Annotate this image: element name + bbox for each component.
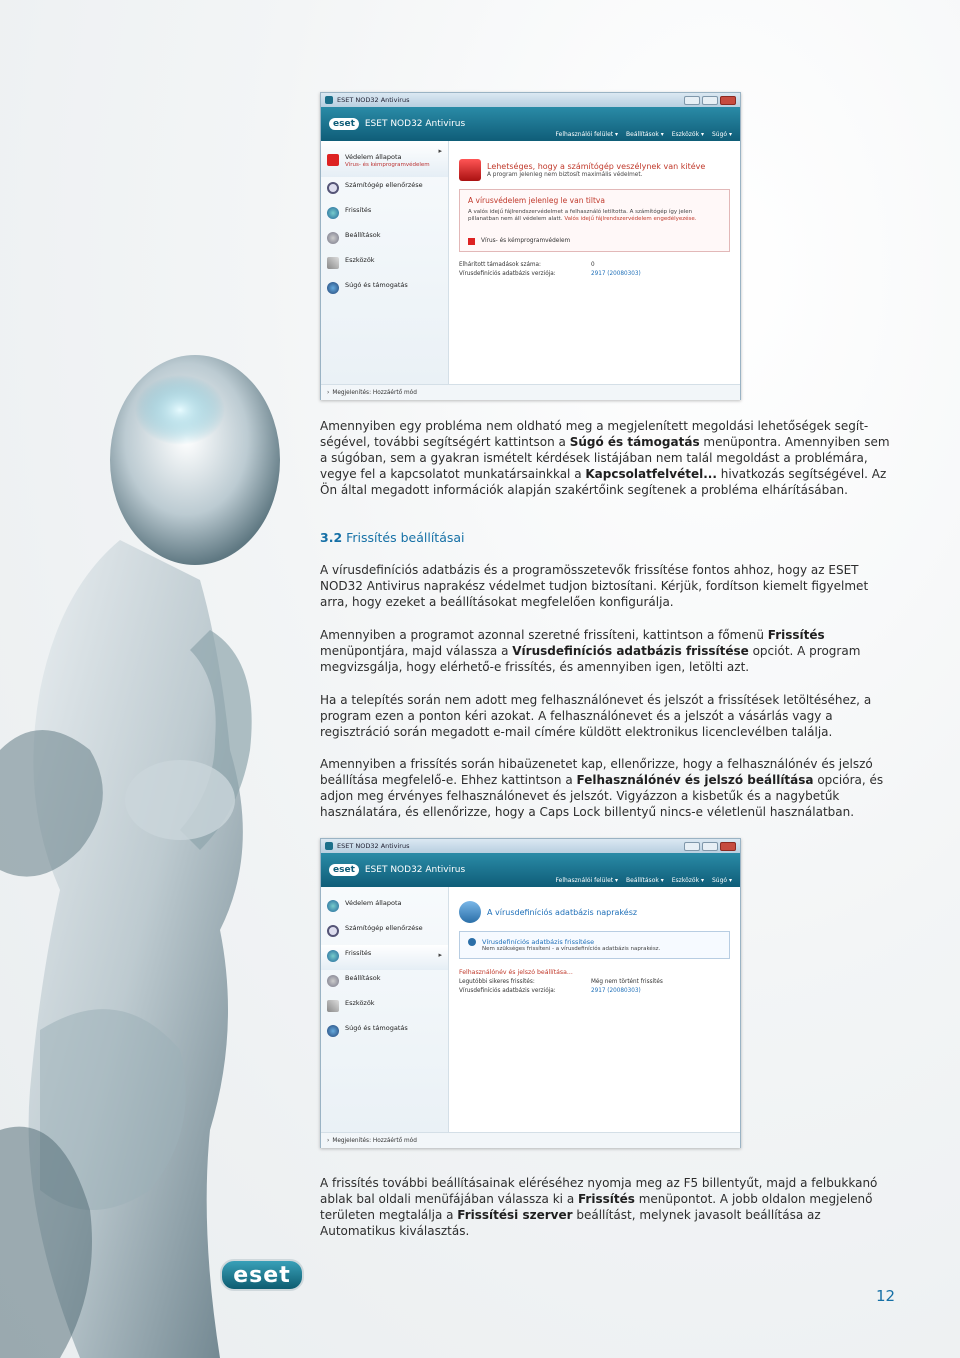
product-name: ESET NOD32 Antivirus — [364, 865, 466, 875]
status-header — [459, 901, 730, 923]
tools-icon — [327, 257, 339, 269]
warning-icon — [327, 154, 339, 166]
update-panel — [459, 931, 730, 959]
sidebar-item-tools[interactable] — [321, 995, 448, 1020]
magnifier-icon — [327, 182, 339, 194]
enable-protection-link[interactable]: Valós idejű fájlrendszervédelem engedélyezése. — [564, 216, 697, 223]
sidebar-item-help[interactable] — [321, 1020, 448, 1045]
window-controls — [684, 96, 736, 105]
main-content — [449, 887, 740, 1132]
window-title: ESET NOD32 Antivirus — [337, 96, 410, 104]
sidebar-item-help[interactable] — [321, 277, 448, 302]
sidebar-item-update[interactable] — [321, 202, 448, 227]
minimize-icon[interactable] — [684, 96, 700, 105]
warning-icon — [468, 238, 475, 245]
maximize-icon[interactable] — [702, 842, 718, 851]
menu-settings[interactable]: Beállítások ▾ — [626, 877, 664, 884]
stats-table — [459, 262, 730, 277]
paragraph-advanced-settings: A frissítés további beállításainak eléréséhez nyomja meg az F5 billentyűt, majd a felbukkanó ablak bal oldali menüfájában válassza ki a Frissítés menüpontot. A jobb oldalon megjelenő területen megtalálja a Frissítési szerver beállítást, melynek javasolt beállítása az Automatikus kiválasztás. — [320, 1176, 878, 1238]
sidebar-item-label: Számítógép ellenőrzése — [345, 924, 423, 932]
magnifier-icon — [327, 925, 339, 937]
robot-illustration — [0, 330, 320, 1358]
update-database-link[interactable]: Vírusdefiníciós adatbázis frissítése — [468, 938, 721, 946]
status-title: Lehetséges, hogy a számítógép veszélynek van kitéve — [487, 162, 706, 171]
sidebar-item-label: Védelem állapota — [345, 899, 402, 907]
eset-logo: eset — [329, 118, 359, 130]
menu-user-interface[interactable]: Felhasználói felület ▾ — [556, 131, 619, 138]
status-header — [459, 159, 730, 181]
sidebar — [321, 887, 449, 1132]
close-icon[interactable] — [720, 96, 736, 105]
status-subtitle: A program jelenleg nem biztosít maximális védelmet. — [487, 172, 643, 178]
sidebar — [321, 141, 449, 384]
paragraph-update-now: Amennyiben a programot azonnal szeretné frissíteni, kattintson a főmenü Frissítés menüpontjára, majd válassza a Vírusdefiníciós adatbázis frissítése opciót. A program megvizsgálja, hogy elérhető-e frissítés, és amennyiben igen, letölti azt. — [320, 628, 861, 674]
tools-icon — [327, 1000, 339, 1012]
sidebar-item-label: Frissítés — [345, 206, 372, 214]
menu-help[interactable]: Súgó ▾ — [712, 877, 732, 884]
window-body — [321, 141, 740, 384]
sidebar-item-label: Védelem állapota — [345, 153, 402, 161]
minimize-icon[interactable] — [684, 842, 700, 851]
window-controls — [684, 842, 736, 851]
screenshot-window-protection-status — [320, 92, 741, 400]
sidebar-item-protection-status[interactable] — [321, 141, 448, 177]
page-number: 12 — [876, 1287, 896, 1305]
table-row: Legutóbbi sikeres frissítés: Még nem történt frissítés — [459, 979, 663, 985]
sidebar-item-sublabel[interactable]: Vírus- és kémprogramvédelem — [345, 162, 430, 168]
set-credentials-link[interactable]: Felhasználónév és jelszó beállítása... — [459, 969, 573, 976]
update-globe-icon — [327, 950, 339, 962]
warning-panel — [459, 189, 730, 252]
help-icon — [327, 1025, 339, 1037]
sidebar-item-settings[interactable] — [321, 227, 448, 252]
window-title: ESET NOD32 Antivirus — [337, 842, 410, 850]
paragraph-error-handling: Amennyiben a frissítés során hibaüzenetet kap, ellenőrizze, hogy a felhasználónév és jelszó beállítása megfelelő-e. Ehhez kattintson a Felhasználónév és jelszó beállítása opcióra, és adjon meg érvényes felhasználónevet és jelszót. Vigyázzon a kisbetűk és a nagybetűk használatára, és ellenőrizze, hogy a Caps Lock billentyű nincs-e véletlenül használatban. — [320, 757, 884, 819]
sidebar-item-protection-status[interactable] — [321, 895, 448, 920]
menu-help[interactable]: Súgó ▾ — [712, 131, 732, 138]
update-info-table — [459, 979, 730, 994]
paragraph-credentials: Ha a telepítés során nem adott meg felhasználónevet és jelszót a frissítések letöltéséhez, a program ezen a ponton kéri azokat. A felhasználónevet és a jelszót a vásárlás vagy a regisztráció során megadott e-mail címére küldött elektronikus licenclevélben találja. — [320, 693, 872, 739]
product-name: ESET NOD32 Antivirus — [364, 119, 466, 129]
panel-footer: Vírus- és kémprogramvédelem — [468, 238, 721, 245]
table-row: Vírusdefiníciós adatbázis verziója: 2917 (20080303) — [459, 988, 641, 994]
sidebar-item-label: Beállítások — [345, 231, 381, 239]
status-title: A vírusdefiníciós adatbázis naprakész — [487, 907, 638, 917]
update-status-icon — [459, 901, 481, 923]
main-content — [449, 141, 740, 384]
eset-app-icon — [325, 96, 333, 104]
sidebar-item-computer-scan[interactable] — [321, 920, 448, 945]
menu-settings[interactable]: Beállítások ▾ — [626, 131, 664, 138]
chevron-right-icon: ▸ — [438, 147, 442, 155]
sidebar-item-label: Számítógép ellenőrzése — [345, 181, 423, 189]
window-title-bar — [321, 839, 740, 853]
alert-icon — [459, 159, 481, 181]
menu-user-interface[interactable]: Felhasználói felület ▾ — [556, 877, 619, 884]
top-menu — [556, 877, 733, 884]
eset-app-icon — [325, 842, 333, 850]
maximize-icon[interactable] — [702, 96, 718, 105]
view-mode-toggle[interactable]: › Megjelenítés: Hozzáértő mód — [321, 1132, 740, 1148]
gear-icon — [327, 232, 339, 244]
eset-logo: eset — [329, 864, 359, 876]
panel-title: A vírusvédelem jelenleg le van tiltva — [468, 196, 605, 205]
screenshot-window-update — [320, 838, 741, 1148]
top-menu — [556, 131, 733, 138]
eset-footer-logo: eset — [220, 1259, 304, 1291]
close-icon[interactable] — [720, 842, 736, 851]
section-heading: 3.2 Frissítés beállításai — [320, 530, 465, 545]
panel-text: A valós idejű fájlrendszervédelmet a felhasználó letiltotta. A számítógép így jelen pillanatban nem áll védelem alatt. Valós idejű fájlrendszervédelem engedélyezése. — [468, 209, 697, 223]
sidebar-item-label: Súgó és támogatás — [345, 281, 408, 289]
sidebar-item-settings[interactable] — [321, 970, 448, 995]
sidebar-item-tools[interactable] — [321, 252, 448, 277]
sidebar-item-label: Súgó és támogatás — [345, 1024, 408, 1032]
menu-tools[interactable]: Eszközök ▾ — [672, 131, 704, 138]
update-panel-subtext: Nem szükséges frissíteni - a vírusdefiníciós adatbázis naprakész. — [482, 946, 661, 952]
paragraph-update-intro: A vírusdefiníciós adatbázis és a programösszetevők frissítése fontos ahhoz, hogy az ESET NOD32 Antivirus naprakész védelmet tudjon biztosítani. Kérjük, fordítson kiemelt figyelmet arra, hogy ezeket a beállításokat megfelelően konfigurálja. — [320, 563, 869, 609]
app-header — [321, 107, 740, 141]
table-row: Elhárított támadások száma: 0 — [459, 261, 595, 268]
view-mode-toggle[interactable]: › Megjelenítés: Hozzáértő mód — [321, 384, 740, 400]
table-row: Vírusdefiníciós adatbázis verziója: 2917 (20080303) — [459, 270, 641, 277]
app-header — [321, 853, 740, 887]
shield-icon — [327, 900, 339, 912]
paragraph-help-info: Amennyiben egy probléma nem oldható meg a megjelenített megoldási lehetőségek segít-ségével, további segítségért kattintson a Súgó és támogatás menüpontra. Amennyiben sem a súgóban, sem a gyakran ismételt kérdések listájában nem talál megoldást a problémára, vegye fel a kapcsolatot munkatársainkkal a Kapcsolatfelvétel... hivatkozás segítségével. Az Ön által megadott információk alapján szakértőink segítenek a probléma elhárításában. — [320, 419, 890, 497]
sidebar-item-label: Eszközök — [345, 999, 375, 1007]
sidebar-item-label: Beállítások — [345, 974, 381, 982]
gear-icon — [327, 975, 339, 987]
sidebar-item-computer-scan[interactable] — [321, 177, 448, 202]
sidebar-item-label: Frissítés — [345, 949, 372, 957]
sidebar-item-label: Eszközök — [345, 256, 375, 264]
sidebar-item-update[interactable] — [321, 945, 448, 970]
window-title-bar — [321, 93, 740, 107]
help-icon — [327, 282, 339, 294]
menu-tools[interactable]: Eszközök ▾ — [672, 877, 704, 884]
window-body — [321, 887, 740, 1132]
update-icon — [468, 938, 476, 946]
chevron-right-icon: ▸ — [438, 951, 442, 959]
update-globe-icon — [327, 207, 339, 219]
